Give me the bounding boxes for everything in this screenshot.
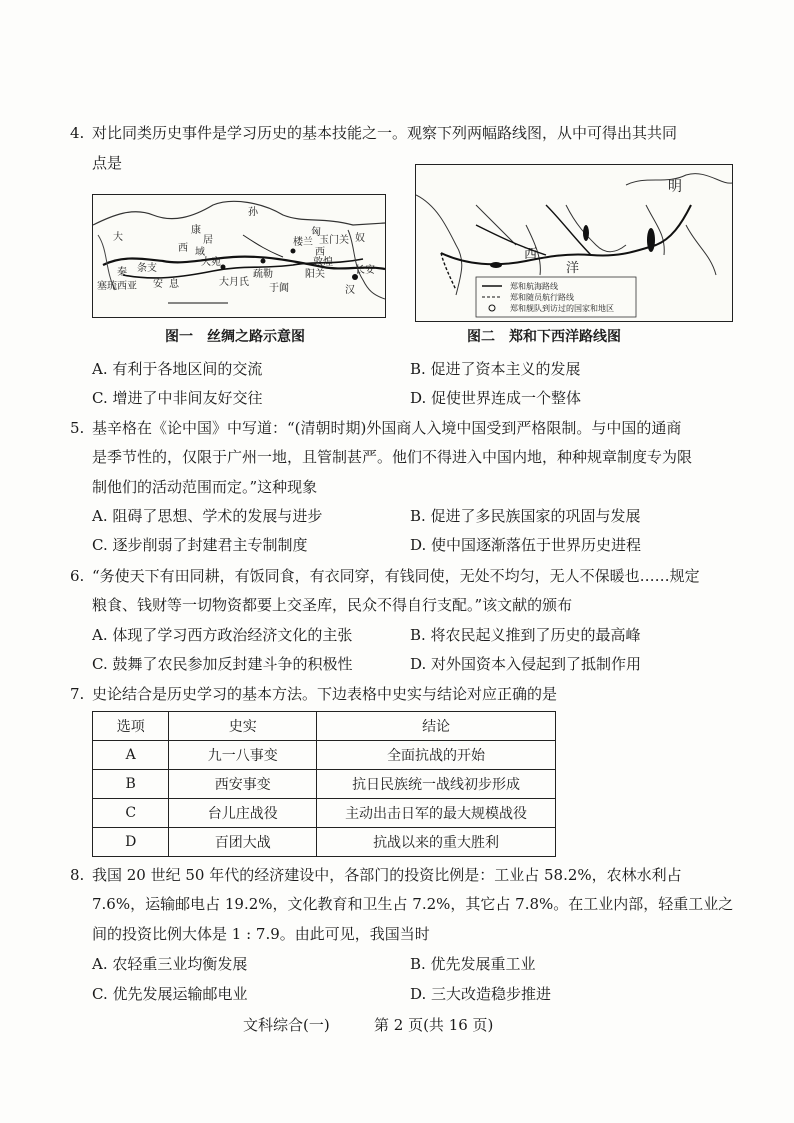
table-row [93, 828, 556, 857]
map1-label: 大 [113, 232, 123, 243]
map1-label: 汉 [345, 285, 355, 296]
map1-caption: 图一 丝绸之路示意图 [165, 329, 305, 345]
table-header: 史实 [169, 712, 317, 741]
q6-option-b: B. 将农民起义推到了历史的最高峰 [410, 626, 641, 644]
q4-option-a: A. 有利于各地区间的交流 [92, 360, 263, 378]
q4-option-c: C. 增进了中非间友好交往 [92, 389, 263, 407]
q6-number: 6. [70, 567, 85, 585]
q8-option-b: B. 优先发展重工业 [410, 955, 536, 973]
map2-legend: 郑和随员航行路线 [510, 293, 574, 302]
table-cell: 全面抗战的开始 [317, 741, 556, 770]
q5-option-b: B. 促进了多民族国家的巩固与发展 [410, 507, 641, 525]
table-cell: 抗日民族统一战线初步形成 [317, 770, 556, 799]
map1-label: 域 [195, 247, 205, 258]
map2-legend: 郑和舰队到访过的国家和地区 [510, 304, 614, 313]
table-cell: D [93, 828, 169, 857]
table-header-row [93, 712, 556, 741]
table-cell: 抗战以来的重大胜利 [317, 828, 556, 857]
map2-label: 明 [668, 179, 682, 195]
q8-option-a: A. 农轻重三业均衡发展 [92, 955, 248, 973]
map2-caption: 图二 郑和下西洋路线图 [467, 329, 621, 345]
q5-option-c: C. 逐步削弱了封建君主专制制度 [92, 536, 308, 554]
q6-option-d: D. 对外国资本入侵起到了抵制作用 [410, 655, 642, 673]
table-cell: 台儿庄战役 [169, 799, 317, 828]
map1-label: 大月氏 [219, 277, 249, 288]
q8-number: 8. [70, 866, 85, 884]
footer-subject: 文科综合(一) [243, 1016, 330, 1034]
map1-label: 西 [315, 247, 325, 258]
map1-label: 安 [153, 279, 163, 290]
map1-label: 长安 [355, 265, 375, 276]
table-cell: 九一八事变 [169, 741, 317, 770]
map1-label: 大宛 [201, 257, 221, 268]
map1-label: 孙 [248, 207, 258, 218]
map1-label: 敦煌 [313, 257, 333, 268]
table-cell: B [93, 770, 169, 799]
map1-label: 于阗 [269, 283, 289, 294]
table-cell: A [93, 741, 169, 770]
silk-road-map [92, 194, 386, 318]
q5-stem-line2: 是季节性的，仅限于广州一地，且管制甚严。他们不得进入中国内地，种种规章制度专为限 [92, 448, 693, 466]
q7-number: 7. [70, 685, 85, 703]
q8-stem-line1: 我国 20 世纪 50 年代的经济建设中，各部门的投资比例是：工业占 58.2%，农林水利占 [92, 866, 682, 884]
map1-label: 阳关 [305, 269, 325, 280]
q4-option-b: B. 促进了资本主义的发展 [410, 360, 581, 378]
footer-page-number: 第 2 页(共 16 页) [374, 1016, 494, 1034]
q5-stem-line3: 制他们的活动范围而定。”这种现象 [92, 478, 318, 496]
q4-stem-line2: 点是 [92, 154, 123, 172]
table-header: 结论 [317, 712, 556, 741]
silk-road-map-drawing [93, 195, 385, 317]
map2-label: 洋 [566, 261, 580, 276]
q5-option-a: A. 阻碍了思想、学术的发展与进步 [92, 507, 323, 525]
map1-label: 西 [178, 243, 188, 254]
map1-label: 楼兰 [293, 237, 313, 248]
map1-label: 居 [203, 235, 213, 246]
q5-option-d: D. 使中国逐渐落伍于世界历史进程 [410, 536, 642, 554]
q8-option-d: D. 三大改造稳步推进 [410, 985, 552, 1003]
map1-label: 疏勒 [253, 269, 273, 280]
q8-stem-line3: 间的投资比例大体是 1 : 7.9。由此可见，我国当时 [92, 925, 430, 943]
map1-label: 息 [169, 279, 179, 290]
map1-label: 秦 [117, 267, 127, 278]
table-row [93, 770, 556, 799]
map1-label: 塞琉西亚 [97, 281, 137, 292]
q4-number: 4. [70, 124, 85, 142]
zheng-he-map [415, 164, 733, 322]
map2-legend: 郑和航海路线 [510, 282, 558, 291]
table-cell: 西安事变 [169, 770, 317, 799]
table-row [93, 799, 556, 828]
q5-stem-line1: 基辛格在《论中国》中写道：“(清朝时期)外国商人入境中国受到严格限制。与中国的通商 [92, 419, 682, 437]
map1-label: 玉门关 [319, 235, 349, 246]
table-cell: C [93, 799, 169, 828]
map1-label: 康 [191, 225, 201, 236]
q4-option-d: D. 促使世界连成一个整体 [410, 389, 582, 407]
q8-stem-line2: 7.6%，运输邮电占 19.2%，文化教育和卫生占 7.2%，其它占 7.8%。在工业内部，轻重工业之 [92, 895, 734, 913]
q7-stem-line1: 史论结合是历史学习的基本方法。下边表格中史实与结论对应正确的是 [92, 685, 558, 703]
zheng-he-map-drawing [416, 165, 732, 321]
map1-label: 奴 [355, 233, 365, 244]
q6-stem-line1: “务使天下有田同耕，有饭同食，有衣同穿，有钱同使，无处不均匀，无人不保暖也……规定 [92, 567, 700, 585]
history-facts-table [92, 711, 556, 857]
table-row [93, 741, 556, 770]
q6-option-c: C. 鼓舞了农民参加反封建斗争的积极性 [92, 655, 353, 673]
q6-option-a: A. 体现了学习西方政治经济文化的主张 [92, 626, 353, 644]
map1-label: 条支 [137, 263, 157, 274]
map2-label: 西 [524, 247, 538, 262]
q6-stem-line2: 粮食、钱财等一切物资都要上交圣库，民众不得自行支配。”该文献的颁布 [92, 596, 573, 614]
map1-label: 匈 [311, 227, 321, 238]
table-header: 选项 [93, 712, 169, 741]
table-cell: 百团大战 [169, 828, 317, 857]
table-cell: 主动出击日军的最大规模战役 [317, 799, 556, 828]
q8-option-c: C. 优先发展运输邮电业 [92, 985, 248, 1003]
q4-stem-line1: 对比同类历史事件是学习历史的基本技能之一。观察下列两幅路线图，从中可得出其共同 [92, 124, 678, 142]
q5-number: 5. [70, 419, 85, 437]
